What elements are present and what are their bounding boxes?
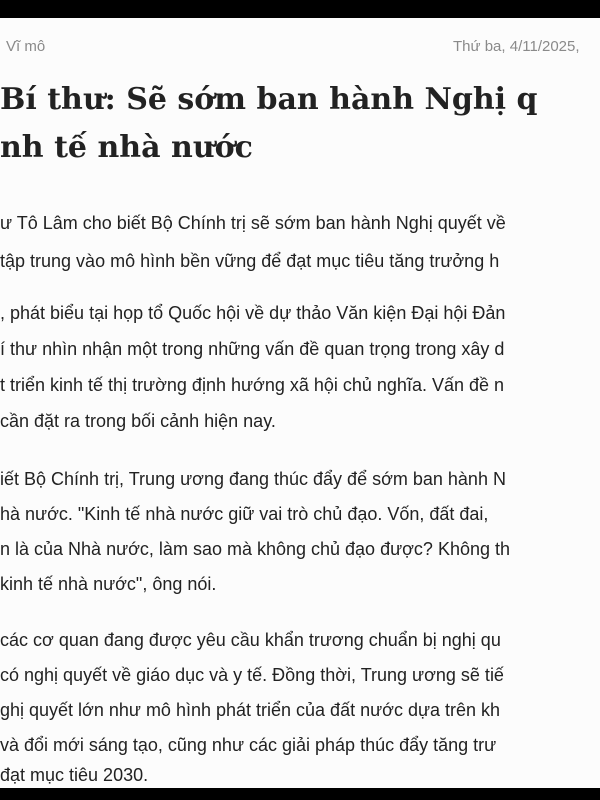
- paragraph-line: í thư nhìn nhận một trong những vấn đề quan trọng trong xây d: [0, 339, 505, 359]
- article-headline: [0, 76, 600, 172]
- paragraph-line: có nghị quyết về giáo dục và y tế. Đồng thời, Trung ương sẽ tiế: [0, 665, 504, 685]
- paragraph-line: hà nước. "Kinh tế nhà nước giữ vai trò chủ đạo. Vốn, đất đai,: [0, 504, 489, 524]
- bottom-black-bar: [0, 788, 600, 800]
- headline-line: nh tế nhà nước: [0, 130, 253, 165]
- paragraph-line: iết Bộ Chính trị, Trung ương đang thúc đẩy để sớm ban hành N: [0, 469, 506, 489]
- paragraph-line: kinh tế nhà nước", ông nói.: [0, 574, 217, 594]
- paragraph-line: , phát biểu tại họp tổ Quốc hội về dự thảo Văn kiện Đại hội Đản: [0, 303, 506, 323]
- paragraph-line: đạt mục tiêu 2030.: [0, 765, 149, 785]
- category-link[interactable]: Vĩ mô: [6, 38, 46, 55]
- paragraph-line: t triển kinh tế thị trường định hướng xã hội chủ nghĩa. Vấn đề n: [0, 375, 505, 395]
- paragraph-line: ghị quyết lớn như mô hình phát triển của đất nước dựa trên kh: [0, 700, 501, 720]
- publish-date: Thứ ba, 4/11/2025,: [453, 38, 580, 55]
- paragraph-line: cần đặt ra trong bối cảnh hiện nay.: [0, 411, 276, 431]
- headline-line: Bí thư: Sẽ sớm ban hành Nghị q: [0, 82, 538, 117]
- article-page[interactable]: [0, 18, 600, 788]
- paragraph-line: n là của Nhà nước, làm sao mà không chủ đạo được? Không th: [0, 539, 511, 559]
- paragraph-line: các cơ quan đang được yêu cầu khẩn trương chuẩn bị nghị qu: [0, 630, 501, 650]
- paragraph-line: và đổi mới sáng tạo, cũng như các giải pháp thúc đẩy tăng trư: [0, 735, 497, 755]
- top-black-bar: [0, 0, 600, 18]
- lead-paragraph-line: tập trung vào mô hình bền vững để đạt mục tiêu tăng trưởng h: [0, 251, 500, 271]
- lead-paragraph-line: ư Tô Lâm cho biết Bộ Chính trị sẽ sớm ban hành Nghị quyết về: [0, 213, 506, 233]
